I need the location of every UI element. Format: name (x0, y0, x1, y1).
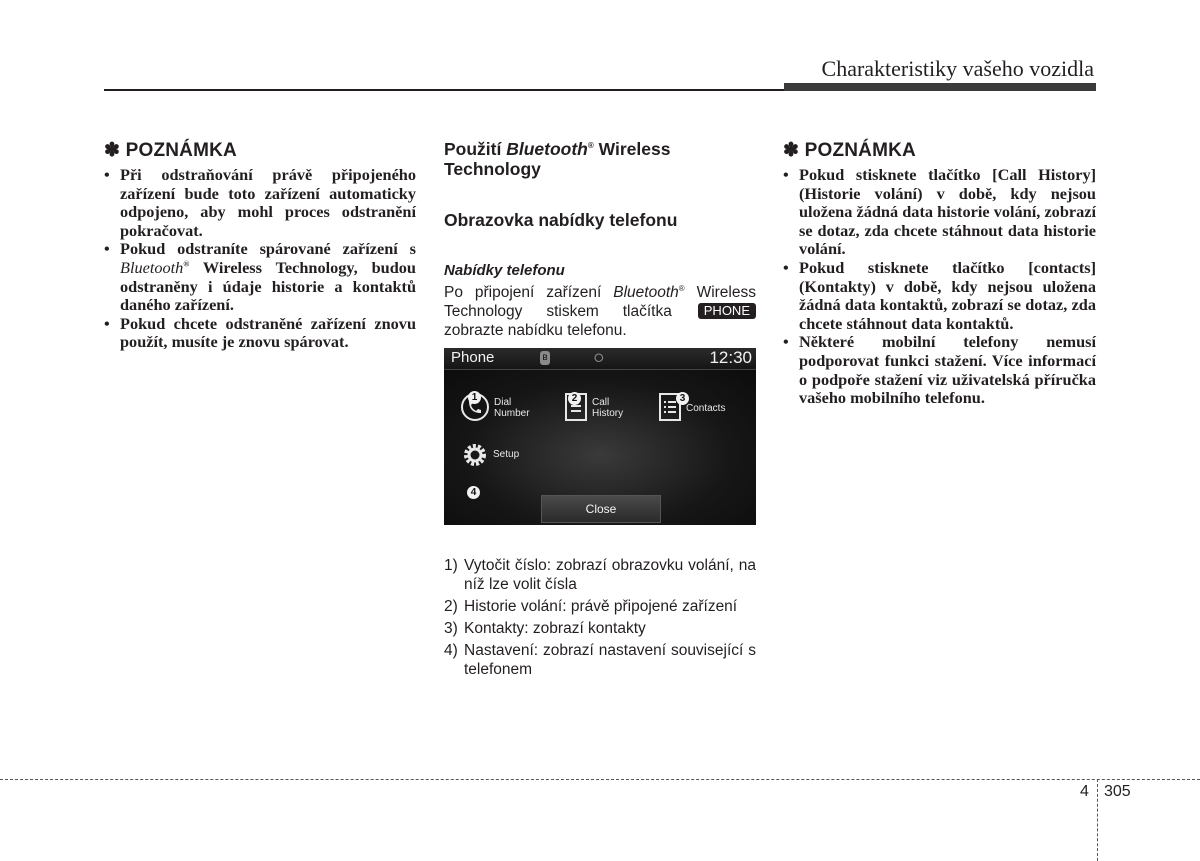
registered-mark: ® (183, 259, 190, 269)
menu-item-contacts: Contacts (686, 403, 726, 414)
bluetooth-term: Bluetooth (506, 139, 588, 159)
menu-item-label: Dial (494, 397, 512, 408)
paragraph-text: Wireless Technology stiskem tlačítka (444, 284, 756, 320)
legend-text: Historie volání: právě připojené zařízení (464, 598, 738, 615)
registered-mark: ® (587, 141, 594, 151)
note-title-left: ✽ POZNÁMKA (104, 140, 237, 161)
menu-item-setup: Setup (493, 449, 520, 460)
gear-icon (460, 440, 490, 470)
registered-mark: ® (678, 283, 685, 293)
footer-rule (0, 779, 1200, 780)
callout-3: 3 (676, 392, 689, 405)
note-title-right: ✽ POZNÁMKA (783, 140, 916, 161)
phone-screen-figure (444, 348, 756, 525)
legend-text: Nastavení: zobrazí nastavení související s telefonem (464, 642, 756, 678)
heading-text: Wireless Technology (444, 139, 671, 179)
legend-item (444, 556, 756, 594)
callout-4: 4 (467, 486, 480, 499)
instruction-paragraph (444, 283, 756, 340)
legend-text: Vytočit číslo: zobrazí obrazovku volání, na níž lze volit čísla (464, 557, 756, 593)
legend-text: Kontakty: zobrazí kontakty (464, 620, 646, 637)
legend-item (444, 641, 756, 679)
legend-item (444, 619, 756, 638)
menu-item-label: History (592, 408, 624, 419)
list-item: • Při odstraňování právě připojeného zařízení bude toto zařízení automaticky odpojeno, aby mohl proces odstranění pokračovat. (104, 166, 416, 240)
note-list-left (104, 166, 416, 352)
section-heading (444, 139, 756, 179)
callout-1: 1 (468, 391, 481, 404)
list-item: • Pokud stisknete tlačítko [contacts] (Kontakty) v době, kdy nejsou uložena žádná data kontaktů, zobrazí se dotaz, zda chcete stáhnout data kontaktů. (783, 259, 1096, 333)
callout-2: 2 (568, 392, 581, 405)
screen-title: Phone (451, 349, 495, 366)
list-item (104, 240, 416, 314)
phone-button-label: PHONE (698, 303, 756, 319)
bluetooth-term: Bluetooth (613, 284, 679, 301)
paragraph-text: Po připojení zařízení (444, 284, 614, 301)
page-header-title: Charakteristiky vašeho vozidla (821, 56, 1094, 81)
subsection-heading: Obrazovka nabídky telefonu (444, 210, 678, 230)
menu-item-label: Number (494, 408, 530, 419)
header-rule (104, 89, 784, 91)
screen-clock: 12:30 (709, 348, 752, 367)
legend-number: 2) (444, 598, 458, 615)
screen-status-bar (444, 348, 756, 370)
list-item: • Pokud stisknete tlačítko [Call History] (Historie volání) v době, kdy nejsou uložena žádná data historie volání, zobrazí se dotaz, zda chcete stáhnout data historie volání. (783, 166, 1096, 259)
list-item: • Pokud chcete odstraněné zařízení znovu použít, musíte je znovu spárovat. (104, 315, 416, 352)
menu-item-call-history (592, 397, 623, 419)
page-number: 305 (1104, 783, 1131, 800)
section-number: 4 (1080, 783, 1089, 800)
legend-number: 4) (444, 642, 458, 659)
paragraph-text: zobrazte nabídku telefonu. (444, 322, 627, 339)
usb-icon: ⭘ (594, 351, 604, 365)
bluetooth-term: Bluetooth (120, 257, 184, 277)
section-label: Nabídky telefonu (444, 262, 565, 279)
bluetooth-icon: ʙ (540, 351, 550, 365)
heading-text: Použití (444, 139, 507, 159)
list-item: • Některé mobilní telefony nemusí podporovat funkci stažení. Více informací o podpoře stažení viz uživatelská příručka vašeho mobilního telefonu. (783, 333, 1096, 407)
menu-item-dial-number (494, 397, 530, 419)
footer-divider (1097, 779, 1098, 861)
list-item-text: Pokud odstraníte spárované zařízení s (120, 239, 416, 259)
legend-number: 1) (444, 557, 458, 574)
legend-item (444, 597, 756, 616)
note-list-right (783, 166, 1096, 408)
callout-legend (444, 556, 756, 682)
list-item-text: Wireless Technology, budou odstraněny i údaje historie a kontaktů daného zařízení. (120, 257, 416, 315)
legend-number: 3) (444, 620, 458, 637)
menu-item-label: Call (592, 397, 610, 408)
close-button: Close (541, 495, 661, 523)
header-rule-accent (784, 83, 1096, 91)
